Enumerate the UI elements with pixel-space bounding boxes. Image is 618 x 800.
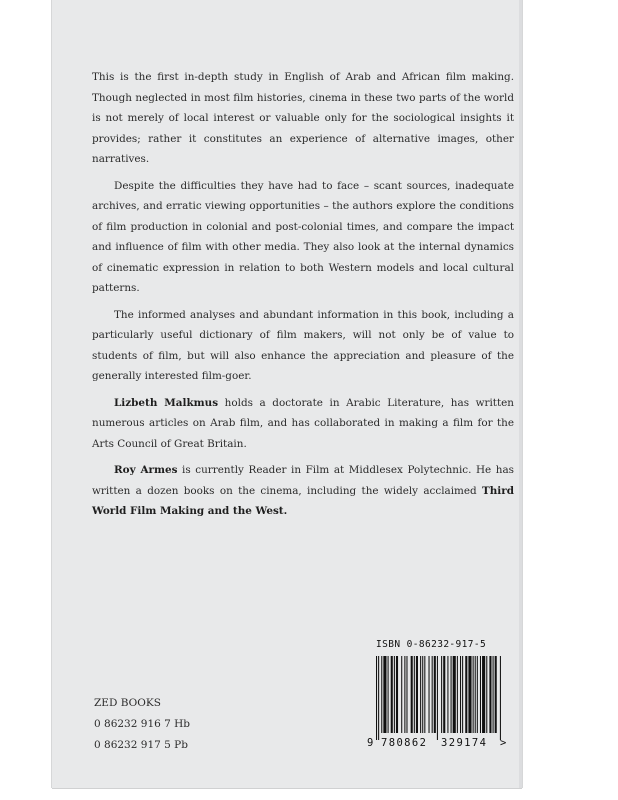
barcode-bar [378,656,379,740]
barcode-bar [420,656,421,733]
barcode-bar [376,656,377,740]
barcode-bar [394,656,395,733]
isbn-paperback: 0 86232 917 5 Pb [94,739,188,751]
barcode-bar [462,656,463,733]
barcode-bar [482,656,485,733]
barcode-bar [480,656,481,733]
isbn-label: ISBN 0-86232-917-5 [376,639,487,650]
barcode-block [367,639,509,749]
barcode-bar [460,656,461,733]
barcode-bar [441,656,442,733]
author-bio-armes [92,460,514,522]
barcode-digit-first: 9 [367,737,374,748]
barcode-bar [391,656,393,733]
blurb-paragraph-difficulties: Despite the difficulties they have had to face – scant sources, inadequate archives, and erratic viewing opportunities – the authors explore the conditions of film production in colonial and post-colonial times, and compare the impact and influence of film with other media. They also look at the internal dynamics of cinematic expression in relation to both Western models and local cultural patterns. [92,179,514,294]
barcode-bar [457,656,458,733]
blurb-paragraph-intro: This is the first in-depth study in English of Arab and African film making. Though neglected in most film histories, cinema in these two parts of the world is not merely of local interest or valuable only for the sociological insights it provides; rather it constitutes an experience of alternative images, other narratives. [92,71,514,165]
barcode-bars [376,656,501,740]
barcode-bar [383,656,386,733]
barcode-bar [401,656,402,733]
barcode-bar [437,656,438,740]
barcode-bar [468,656,471,733]
publisher-block [94,693,190,756]
barcode-bar [396,656,398,733]
barcode-bar [451,656,452,733]
barcode-bar [434,656,436,733]
barcode-bar [406,656,407,733]
barcode-bar [477,656,478,733]
barcode-bar [473,656,474,733]
author-bio-malkmus [92,393,514,455]
barcode-bar [424,656,425,733]
isbn-hardback: 0 86232 916 7 Hb [94,718,191,730]
barcode-bar [489,656,491,733]
barcode-bar [465,656,467,733]
author-name-malkmus: Lizbeth Malkmus [114,396,219,409]
barcode-bar [493,656,494,733]
barcode-bar [443,656,445,733]
barcode-digits-left: 780862 [381,737,428,748]
barcode-bar [422,656,423,733]
barcode-digits-right: 329174 [441,737,488,748]
barcode-bar [432,656,433,733]
barcode-bar [404,656,405,733]
book-title-period: . [283,505,288,517]
barcode-bar [416,656,418,733]
author-bio-malkmus-text: holds a doctorate in Arabic Literature, has written numerous articles on Arab film, and has collaborated in making a film for the Arts Council of Great Britain. [92,396,514,450]
barcode-bar [414,656,415,733]
barcode-arrow: > [500,737,507,748]
author-name-armes: Roy Armes [114,464,178,476]
barcode-bar [429,656,430,733]
barcode-bar [388,656,389,733]
author-bio-armes-text: is currently Reader in Film at Middlesex Polytechnic. He has written a dozen books on the cinema, including the widely acclaimed [92,464,514,497]
cover-edge [519,0,522,788]
blurb-paragraph-analyses: The informed analyses and abundant information in this book, including a particularly useful dictionary of film makers, will not only be of value to students of film, but will also enhance the appreciation and pleasure of the generally interested film-goer. [92,308,514,382]
barcode-bar [447,656,448,733]
barcode-bar [381,656,382,733]
barcode-bar [453,656,456,733]
barcode-bar [411,656,413,733]
barcode-bar [475,656,476,733]
barcode-bar [486,656,487,733]
barcode [367,656,509,748]
cover-blurb [92,67,514,528]
publisher-name: ZED BOOKS [94,697,161,709]
barcode-bar [500,656,501,740]
book-title: Third World Film Making and the West [92,484,514,517]
barcode-bar [495,656,497,733]
